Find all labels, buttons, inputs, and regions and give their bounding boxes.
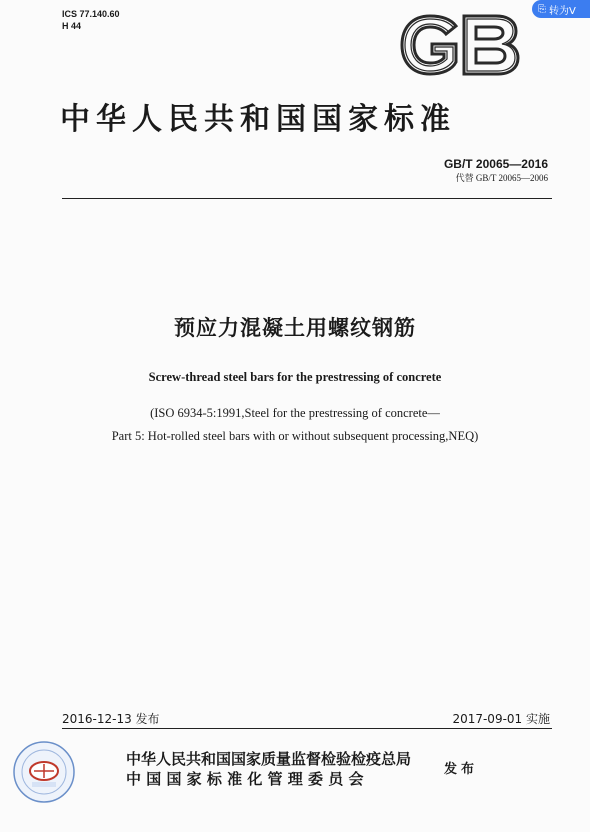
- publish-label: 发布: [444, 762, 479, 777]
- footer-divider: [62, 728, 552, 729]
- document-convert-icon: ⎘: [538, 3, 546, 15]
- title-chinese: 预应力混凝土用螺纹钢筋: [174, 316, 416, 340]
- ics-code-block: [62, 8, 120, 32]
- title-english: Screw-thread steel bars for the prestressing of concrete: [148, 370, 442, 384]
- reference-line-2: Part 5: Hot-rolled steel bars with or without subsequent processing,NEQ): [111, 429, 479, 443]
- ics-code: ICS 77.140.60: [62, 9, 120, 19]
- convert-button[interactable]: [532, 0, 590, 18]
- gb-logo: [398, 12, 522, 78]
- national-standard-title: 中华人民共和国国家标准: [60, 102, 456, 137]
- standard-number: GB/T 20065—2016: [443, 157, 548, 171]
- certification-seal: [12, 740, 76, 804]
- convert-button-label: 转为V: [549, 5, 576, 17]
- implementation-date: 2017-09-01 实施: [452, 712, 550, 726]
- issuer-aqsiq: 中华人民共和国国家质量监督检验检疫总局: [126, 750, 412, 768]
- issuer-sac: 中 国 国 家 标 准 化 管 理 委 员 会: [126, 770, 364, 788]
- class-code: H 44: [62, 21, 82, 31]
- reference-line-1: (ISO 6934-5:1991,Steel for the prestressing of concrete—: [150, 406, 440, 420]
- issue-date: 2016-12-13 发布: [62, 712, 160, 726]
- replaces-standard: 代替 GB/T 20065—2006: [455, 173, 548, 183]
- header-divider: [62, 198, 552, 199]
